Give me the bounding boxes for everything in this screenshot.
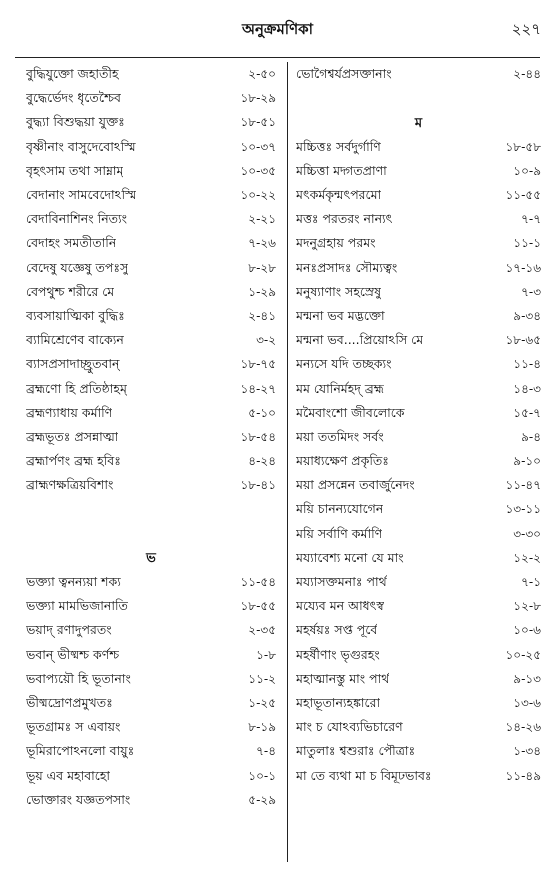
entry-text: মাতুলাঃ শ্বশুরাঃ পৌত্রাঃ — [296, 743, 416, 759]
entry-reference: ১১-১ — [513, 236, 541, 251]
entry-text: ব্রহ্মণ্যাধায় কর্মাণি — [26, 404, 113, 420]
entry-text: ময্যাবেশ্য মনো যে মাং — [296, 549, 404, 565]
index-entry — [26, 137, 276, 161]
index-entry — [296, 354, 541, 378]
index-entry — [26, 669, 276, 693]
entry-text: ভবাপ্যয়ৌ হি ভূতানাং — [26, 670, 131, 686]
entry-reference: ৩-২ — [256, 333, 276, 348]
index-entry — [296, 185, 541, 209]
entry-reference: ১৮-৫৫ — [240, 599, 276, 614]
entry-text: বেদেষু যজ্ঞেষু তপঃসু — [26, 259, 129, 275]
index-entry — [26, 64, 276, 88]
index-entry — [296, 765, 541, 789]
entry-reference: ১৮-৬৫ — [505, 333, 541, 348]
entry-text: মন্মনা ভব মদ্ভক্তো — [296, 307, 385, 323]
entry-text: ভূয় এব মহাবাহো — [26, 767, 111, 783]
index-entry — [296, 620, 541, 644]
entry-text: মহাত্মানস্তু মাং পার্থ — [296, 670, 390, 686]
index-entry — [296, 282, 541, 306]
entry-text: মাং চ যোঽব্যভিচারেণ — [296, 719, 403, 735]
entry-text: ভূতগ্রামঃ স এবায়ং — [26, 719, 121, 735]
entry-text: ব্যাসপ্রসাদাচ্ছ্রুতবান্ — [26, 356, 120, 372]
entry-text: ময়ি চানন্যযোগেন — [296, 501, 384, 517]
entry-reference: ৮-২৮ — [248, 260, 276, 275]
index-entry — [296, 451, 541, 475]
entry-text: মম যোনির্মহদ্ ব্রহ্ম — [296, 380, 384, 396]
index-entry — [296, 693, 541, 717]
entry-reference: ৭-৪ — [256, 744, 276, 759]
index-entry — [296, 137, 541, 161]
index-entry — [296, 548, 541, 572]
section-letter: ম — [414, 115, 423, 131]
index-entry — [296, 645, 541, 669]
index-entry — [26, 306, 276, 330]
entry-reference: ১০-২২ — [240, 188, 276, 203]
entry-reference: ৫-১০ — [248, 405, 276, 420]
entry-reference: ১৮-৭৫ — [240, 357, 276, 372]
index-entry — [296, 524, 541, 548]
entry-reference: ৫-২৯ — [248, 792, 276, 807]
entry-text: ব্যামিশ্রেণেব বাক্যেন — [26, 332, 124, 348]
header-rule — [15, 57, 540, 58]
entry-text: ময্যেব মন আধৎস্ব — [296, 598, 384, 614]
entry-reference: ১০-৯ — [513, 163, 541, 178]
entry-reference: ১১-৫৪ — [240, 575, 276, 590]
index-entry — [296, 741, 541, 765]
index-entry — [26, 790, 276, 814]
entry-reference: ১৩-১১ — [505, 502, 541, 517]
entry-reference: ৭-৩ — [521, 284, 541, 299]
entry-reference: ২-৫০ — [248, 67, 276, 82]
entry-reference: ৩-৩০ — [513, 526, 541, 541]
entry-reference: ১১-৪৯ — [505, 768, 541, 783]
section-letter: ভ — [146, 551, 156, 567]
entry-text: ময়া ততমিদং সর্বং — [296, 428, 384, 444]
entry-text: ময্যাসক্তমনাঃ পার্থ — [296, 574, 387, 590]
index-entry — [26, 378, 276, 402]
spacer — [26, 499, 276, 523]
entry-reference: ৯-১৩ — [513, 671, 541, 686]
entry-text: মা তে ব্যথা মা চ বিমূঢভাবঃ — [296, 767, 432, 783]
right-column — [296, 64, 541, 790]
entry-text: মৎকর্মকৃন্মৎপরমো — [296, 187, 382, 203]
entry-text: মহাভূতান্যহঙ্কারো — [296, 694, 381, 710]
entry-text: বেদাহং সমতীতানি — [26, 235, 117, 251]
entry-reference: ১১-৫৫ — [505, 188, 541, 203]
index-entry — [26, 161, 276, 185]
spacer — [26, 524, 276, 548]
entry-reference: ১৮-২৯ — [240, 91, 276, 106]
entry-reference: ৯-৪ — [521, 429, 541, 444]
entry-text: ভক্ত্যা ত্বনন্যয়া শক্য — [26, 574, 121, 590]
entry-text: বেদাবিনাশিনং নিত্যং — [26, 211, 128, 227]
entry-text: ভোক্তারং যজ্ঞতপসাং — [26, 791, 131, 807]
entry-reference: ২-৩৫ — [248, 623, 276, 638]
entry-text: মচ্চিত্তা মদ্গতপ্রাণা — [296, 162, 387, 178]
entry-text: বেদানাং সামবেদোঽস্মি — [26, 187, 137, 203]
entry-text: মচ্চিত্তঃ সর্বদুর্গাণি — [296, 138, 381, 154]
entry-reference: ১২-২ — [513, 550, 541, 565]
entry-reference: ১০-৩৭ — [240, 139, 276, 154]
entry-text: ময়া প্রসন্নেন তবার্জুনেদং — [296, 477, 415, 493]
entry-text: ব্রহ্মার্পণং ব্রহ্ম হবিঃ — [26, 453, 121, 469]
entry-text: ভূমিরাপোঽনলো বায়ুঃ — [26, 743, 135, 759]
entry-reference: ১১-৪৭ — [505, 478, 541, 493]
index-entry — [296, 306, 541, 330]
entry-reference: ২-২১ — [248, 212, 276, 227]
entry-reference: ২-৪৪ — [513, 67, 541, 82]
index-entry — [296, 233, 541, 257]
entry-text: বৃহৎসাম তথা সাম্নাম্ — [26, 162, 124, 178]
entry-reference: ১৮-৫৮ — [505, 139, 541, 154]
entry-text: ব্রহ্মণো হি প্রতিষ্ঠাহম্ — [26, 380, 127, 396]
entry-text: মন্যসে যদি তচ্ছক্যং — [296, 356, 392, 372]
page-number: ২২৭ — [511, 20, 541, 38]
page-title: অনুক্রমণিকা — [241, 20, 314, 38]
entry-reference: ৭-১ — [521, 575, 541, 590]
index-entry — [26, 693, 276, 717]
index-entry — [26, 330, 276, 354]
column-divider — [287, 62, 288, 862]
entry-text: ব্রহ্মভূতঃ প্রসন্নাত্মা — [26, 428, 119, 444]
index-entry — [296, 403, 541, 427]
entry-text: ভয়াদ্ রণাদুপরতং — [26, 622, 112, 638]
entry-text: বৃষ্ণীনাং বাসুদেবোঽস্মি — [26, 138, 136, 154]
entry-text: বুদ্ধের্ভেদং ধৃতেশ্চৈব — [26, 90, 121, 106]
entry-text: ব্রাহ্মণক্ষত্রিয়বিশাং — [26, 477, 114, 493]
entry-reference: ১০-৬ — [513, 623, 541, 638]
index-entry — [26, 645, 276, 669]
index-entry — [296, 427, 541, 451]
entry-text: ভক্ত্যা মামভিজানাতি — [26, 598, 128, 614]
index-entry — [26, 765, 276, 789]
entry-text: ভীষ্মদ্রোণপ্রমুখতঃ — [26, 694, 113, 710]
entry-reference: ১০-৩৫ — [240, 163, 276, 178]
index-entry — [26, 185, 276, 209]
entry-text: মহর্ষয়ঃ সপ্ত পূর্বে — [296, 622, 378, 638]
index-entry — [296, 596, 541, 620]
entry-reference: ১-৮ — [256, 647, 276, 662]
entry-reference: ১২-৮ — [513, 599, 541, 614]
entry-text: বুদ্ধ্যা বিশুদ্ধয়া যুক্তঃ — [26, 114, 125, 130]
entry-reference: ১-২৫ — [248, 695, 276, 710]
index-entry — [296, 572, 541, 596]
entry-text: বেপথুশ্চ শরীরে মে — [26, 283, 115, 299]
entry-reference: ৮-১৯ — [248, 720, 276, 735]
index-entry — [26, 596, 276, 620]
entry-reference: ১৩-৬ — [513, 695, 541, 710]
index-entry — [26, 620, 276, 644]
entry-reference: ১৭-১৬ — [505, 260, 541, 275]
entry-reference: ১-২৯ — [248, 284, 276, 299]
index-entry — [26, 427, 276, 451]
entry-reference: ৯-১০ — [513, 454, 541, 469]
index-entry — [26, 233, 276, 257]
entry-text: ব্যবসায়াত্মিকা বুদ্ধিঃ — [26, 307, 125, 323]
index-entry — [26, 741, 276, 765]
entry-reference: ২-৪১ — [248, 308, 276, 323]
entry-text: ময়ি সর্বাণি কর্মাণি — [296, 525, 383, 541]
left-column — [26, 64, 276, 814]
entry-reference: ৭-৭ — [521, 212, 541, 227]
index-entry — [296, 717, 541, 741]
index-entry — [26, 112, 276, 136]
index-entry — [26, 451, 276, 475]
index-entry — [26, 572, 276, 596]
entry-text: মনুষ্যাণাং সহস্রেষু — [296, 283, 382, 299]
index-entry — [296, 499, 541, 523]
entry-reference: ১৮-৫১ — [240, 115, 276, 130]
entry-text: ময়াধ্যক্ষেণ প্রকৃতিঃ — [296, 453, 389, 469]
entry-text: মদনুগ্রহায় পরমং — [296, 235, 376, 251]
index-entry — [296, 258, 541, 282]
index-entry — [296, 209, 541, 233]
index-entry — [296, 669, 541, 693]
index-entry — [296, 475, 541, 499]
entry-reference: ১১-২ — [248, 671, 276, 686]
index-entry — [296, 330, 541, 354]
entry-text: মনঃপ্রসাদঃ সৌম্যত্বং — [296, 259, 398, 275]
index-entry — [26, 282, 276, 306]
index-entry — [296, 378, 541, 402]
entry-reference: ১০-২৫ — [505, 647, 541, 662]
index-entry — [26, 88, 276, 112]
index-entry — [26, 475, 276, 499]
entry-reference: ১৮-৪১ — [240, 478, 276, 493]
entry-reference: ৭-২৬ — [248, 236, 276, 251]
entry-text: ভবান্ ভীষ্মশ্চ কর্ণশ্চ — [26, 646, 120, 662]
entry-reference: ১৪-২৬ — [505, 720, 541, 735]
entry-reference: ১৪-২৭ — [240, 381, 276, 396]
entry-reference: ৯-৩৪ — [513, 308, 541, 323]
entry-reference: ১০-১ — [248, 768, 276, 783]
index-entry — [26, 209, 276, 233]
entry-reference: ১-৩৪ — [513, 744, 541, 759]
entry-reference: ৪-২৪ — [248, 454, 276, 469]
index-entry — [296, 161, 541, 185]
index-entry — [296, 64, 541, 88]
entry-text: মহর্ষীণাং ভৃগুরহং — [296, 646, 380, 662]
entry-text: মন্মনা ভব....প্রিয়োঽসি মে — [296, 332, 424, 348]
entry-text: ভোগৈশ্বর্যপ্রসক্তানাং — [296, 66, 392, 82]
entry-reference: ১৮-৫৪ — [240, 429, 276, 444]
index-entry — [26, 354, 276, 378]
entry-text: মত্তঃ পরতরং নান্যৎ — [296, 211, 393, 227]
index-entry — [26, 258, 276, 282]
entry-reference: ১৫-৭ — [513, 405, 541, 420]
spacer — [296, 88, 541, 112]
entry-text: মমৈবাংশো জীবলোকে — [296, 404, 405, 420]
index-entry — [26, 403, 276, 427]
entry-text: বুদ্ধিযুক্তো জহাতীহ — [26, 66, 119, 82]
entry-reference: ১৪-৩ — [513, 381, 541, 396]
index-entry — [26, 717, 276, 741]
entry-reference: ১১-৪ — [513, 357, 541, 372]
